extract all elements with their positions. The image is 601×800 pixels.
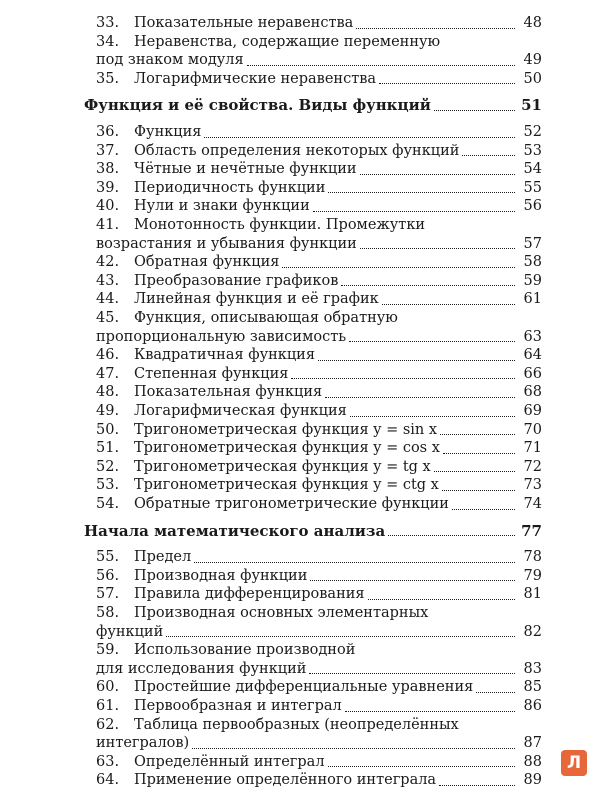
page-number: 86 xyxy=(523,698,542,714)
entry-title: Квадратичная функция xyxy=(134,347,315,364)
toc-entry xyxy=(96,604,542,623)
toc-entry xyxy=(96,365,542,384)
entry-number: 62. xyxy=(96,716,120,733)
toc-entry-continuation xyxy=(96,660,542,679)
entry-number: 50. xyxy=(96,421,120,438)
toc-entry xyxy=(96,272,542,291)
leader-dots xyxy=(310,580,515,581)
toc-entry xyxy=(96,439,542,458)
page-number: 59 xyxy=(523,272,542,289)
page-number: 78 xyxy=(523,549,542,566)
page-number: 54 xyxy=(523,161,542,178)
toc-entry-continuation xyxy=(96,51,542,70)
section-heading xyxy=(78,522,542,541)
toc-entry-continuation xyxy=(96,623,542,642)
page-number: 56 xyxy=(523,198,542,215)
leader-dots xyxy=(452,509,515,510)
page-number: 71 xyxy=(523,440,542,457)
entry-title: Тригонометрическая функция y = sin x xyxy=(134,421,438,438)
page-number: 72 xyxy=(523,458,542,475)
entry-title: Линейная функция и её график xyxy=(134,291,379,308)
toc-entry xyxy=(96,402,542,421)
entry-number: 40. xyxy=(96,198,120,215)
entry-title: Степенная функция xyxy=(134,365,289,382)
toc-entry-continuation xyxy=(96,235,542,254)
toc-entry xyxy=(96,771,542,790)
leader-dots xyxy=(443,453,515,454)
entry-title: Неравенства, содержащие переменную xyxy=(134,33,441,50)
toc-entry xyxy=(96,716,542,735)
page-number: 63 xyxy=(523,328,542,345)
toc-entry xyxy=(96,160,542,179)
entry-number: 56. xyxy=(96,567,120,584)
toc-entry xyxy=(96,142,542,161)
entry-number: 55. xyxy=(96,549,120,566)
entry-number: 41. xyxy=(96,217,120,233)
entry-number: 61. xyxy=(96,698,120,714)
section-title: Начала математического анализа xyxy=(84,521,386,540)
page-number: 74 xyxy=(523,496,542,512)
leader-dots xyxy=(442,490,515,491)
entry-title: под знаком модуля xyxy=(96,52,244,69)
entry-number: 63. xyxy=(96,753,120,770)
page-number: 83 xyxy=(523,660,542,677)
toc-entry xyxy=(96,421,542,440)
entry-number: 52. xyxy=(96,458,120,475)
entry-title: Тригонометрическая функция y = cos x xyxy=(134,440,440,457)
entry-number: 49. xyxy=(96,403,120,419)
entry-title: Таблица первообразных (неопределённых xyxy=(134,716,459,733)
entry-number: 35. xyxy=(96,70,120,87)
entry-number: 58. xyxy=(96,605,120,621)
page-number: 88 xyxy=(523,753,542,770)
leader-dots xyxy=(247,65,515,66)
toc-entry xyxy=(96,290,542,309)
leader-dots xyxy=(434,110,515,111)
entry-number: 46. xyxy=(96,347,120,364)
entry-title: Показательная функция xyxy=(134,384,323,401)
entry-title: Обратные тригонометрические функции xyxy=(134,496,449,512)
entry-title: Определённый интеграл xyxy=(134,753,325,770)
entry-title: Производная основных элементарных xyxy=(134,605,429,621)
leader-dots xyxy=(382,304,515,305)
leader-dots xyxy=(434,471,515,472)
page-number: 68 xyxy=(523,384,542,401)
entry-number: 45. xyxy=(96,310,120,326)
entry-title: Обратная функция xyxy=(134,254,280,271)
toc-entry xyxy=(96,548,542,567)
page-number: 57 xyxy=(523,235,542,252)
toc-entry xyxy=(96,197,542,216)
toc-entry xyxy=(96,697,542,716)
page-number: 70 xyxy=(523,421,542,438)
page-number: 48 xyxy=(523,15,542,31)
entry-title: Монотонность функции. Промежутки xyxy=(134,217,426,233)
page-number: 58 xyxy=(523,254,542,271)
entry-number: 59. xyxy=(96,642,120,659)
entry-number: 60. xyxy=(96,679,120,696)
leader-dots xyxy=(313,211,515,212)
entry-number: 36. xyxy=(96,124,120,140)
leader-dots xyxy=(291,378,515,379)
entry-number: 48. xyxy=(96,384,120,401)
page-number: 87 xyxy=(523,735,542,752)
page-number: 73 xyxy=(523,477,542,494)
entry-number: 44. xyxy=(96,291,120,308)
toc-entry xyxy=(96,495,542,514)
entry-title: возрастания и убывания функции xyxy=(96,235,357,252)
leader-dots xyxy=(349,341,515,342)
entry-title: Предел xyxy=(134,549,192,566)
entry-title: Первообразная и интеграл xyxy=(134,698,342,714)
toc-entry xyxy=(96,216,542,235)
toc-entry xyxy=(96,678,542,697)
toc-entry xyxy=(96,753,542,772)
leader-dots xyxy=(192,748,515,749)
entry-number: 37. xyxy=(96,142,120,159)
entry-title: Преобразование графиков xyxy=(134,272,339,289)
entry-title: Правила дифференцирования xyxy=(134,586,365,603)
leader-dots xyxy=(328,766,515,767)
toc-entry xyxy=(96,346,542,365)
leader-dots xyxy=(350,416,515,417)
leader-dots xyxy=(309,673,515,674)
page-number: 82 xyxy=(523,623,542,640)
page-number: 53 xyxy=(523,142,542,159)
leader-dots xyxy=(166,636,515,637)
page-number: 81 xyxy=(523,586,542,603)
page-number: 51 xyxy=(521,96,542,115)
section-heading xyxy=(78,96,542,115)
entry-title: Функция, описывающая обратную xyxy=(134,310,398,326)
toc-entry xyxy=(96,14,542,33)
leader-dots xyxy=(282,267,515,268)
entry-title: Использование производной xyxy=(134,642,356,659)
toc-entry xyxy=(96,476,542,495)
leader-dots xyxy=(388,535,515,536)
entry-title: Простейшие дифференциальные уравнения xyxy=(134,679,474,696)
entry-title: Логарифмические неравенства xyxy=(134,70,377,87)
section-title: Функция и её свойства. Виды функций xyxy=(84,96,431,115)
page-number: 85 xyxy=(523,679,542,696)
leader-dots xyxy=(476,692,515,693)
entry-number: 39. xyxy=(96,179,120,196)
entry-number: 47. xyxy=(96,365,120,382)
entry-title: Производная функции xyxy=(134,567,308,584)
toc-entry xyxy=(96,458,542,477)
leader-dots xyxy=(368,599,515,600)
entry-number: 53. xyxy=(96,477,120,494)
entry-title: функций xyxy=(96,623,164,640)
entry-title: для исследования функций xyxy=(96,660,307,677)
entry-title: Применение определённого интеграла xyxy=(134,772,437,789)
leader-dots xyxy=(345,711,515,712)
page-number: 79 xyxy=(523,567,542,584)
page-number: 55 xyxy=(523,179,542,196)
entry-number: 34. xyxy=(96,33,120,50)
entry-title: Область определения некоторых функций xyxy=(134,142,460,159)
page-number: 50 xyxy=(523,70,542,87)
leader-dots xyxy=(439,785,515,786)
entry-number: 54. xyxy=(96,496,120,512)
entry-number: 43. xyxy=(96,272,120,289)
leader-dots xyxy=(360,174,515,175)
toc-entry xyxy=(96,179,542,198)
leader-dots xyxy=(318,360,515,361)
entry-title: Тригонометрическая функция y = ctg x xyxy=(134,477,439,494)
page-number: 52 xyxy=(523,124,542,140)
entry-title: Нули и знаки функции xyxy=(134,198,310,215)
leader-dots xyxy=(194,562,515,563)
leader-dots xyxy=(356,28,515,29)
entry-title: Периодичность функции xyxy=(134,179,326,196)
leader-dots xyxy=(379,83,515,84)
leader-dots xyxy=(462,155,515,156)
toc-entry xyxy=(96,70,542,89)
entry-title: Логарифмическая функция xyxy=(134,403,347,419)
toc-entry xyxy=(96,567,542,586)
entry-number: 42. xyxy=(96,254,120,271)
page-number: 61 xyxy=(523,291,542,308)
leader-dots xyxy=(440,434,515,435)
leader-dots xyxy=(360,248,515,249)
labirint-logo: Л xyxy=(561,750,587,776)
toc-entry-continuation xyxy=(96,328,542,347)
entry-title: пропорциональную зависимость xyxy=(96,328,347,345)
toc-entry xyxy=(96,33,542,52)
entry-title: Тригонометрическая функция y = tg x xyxy=(134,458,431,475)
entry-title: Функция xyxy=(134,124,202,140)
page-number: 77 xyxy=(521,521,542,540)
entry-number: 51. xyxy=(96,440,120,457)
toc-entry xyxy=(96,641,542,660)
page-number: 66 xyxy=(523,365,542,382)
toc-entry xyxy=(96,123,542,142)
page-number: 49 xyxy=(523,52,542,69)
entry-number: 64. xyxy=(96,772,120,789)
leader-dots xyxy=(328,192,515,193)
entry-number: 38. xyxy=(96,161,120,178)
toc-entry xyxy=(96,585,542,604)
toc-entry xyxy=(96,383,542,402)
page-number: 69 xyxy=(523,403,542,419)
entry-number: 33. xyxy=(96,15,120,31)
leader-dots xyxy=(204,137,515,138)
leader-dots xyxy=(341,285,515,286)
toc-entry xyxy=(96,309,542,328)
entry-title: интегралов) xyxy=(96,735,190,752)
entry-title: Чётные и нечётные функции xyxy=(134,161,357,178)
toc-entry-continuation xyxy=(96,734,542,753)
entry-title: Показательные неравенства xyxy=(134,15,354,31)
leader-dots xyxy=(325,397,515,398)
toc-entry xyxy=(96,253,542,272)
page-number: 64 xyxy=(523,347,542,364)
entry-number: 57. xyxy=(96,586,120,603)
page-number: 89 xyxy=(523,772,542,789)
